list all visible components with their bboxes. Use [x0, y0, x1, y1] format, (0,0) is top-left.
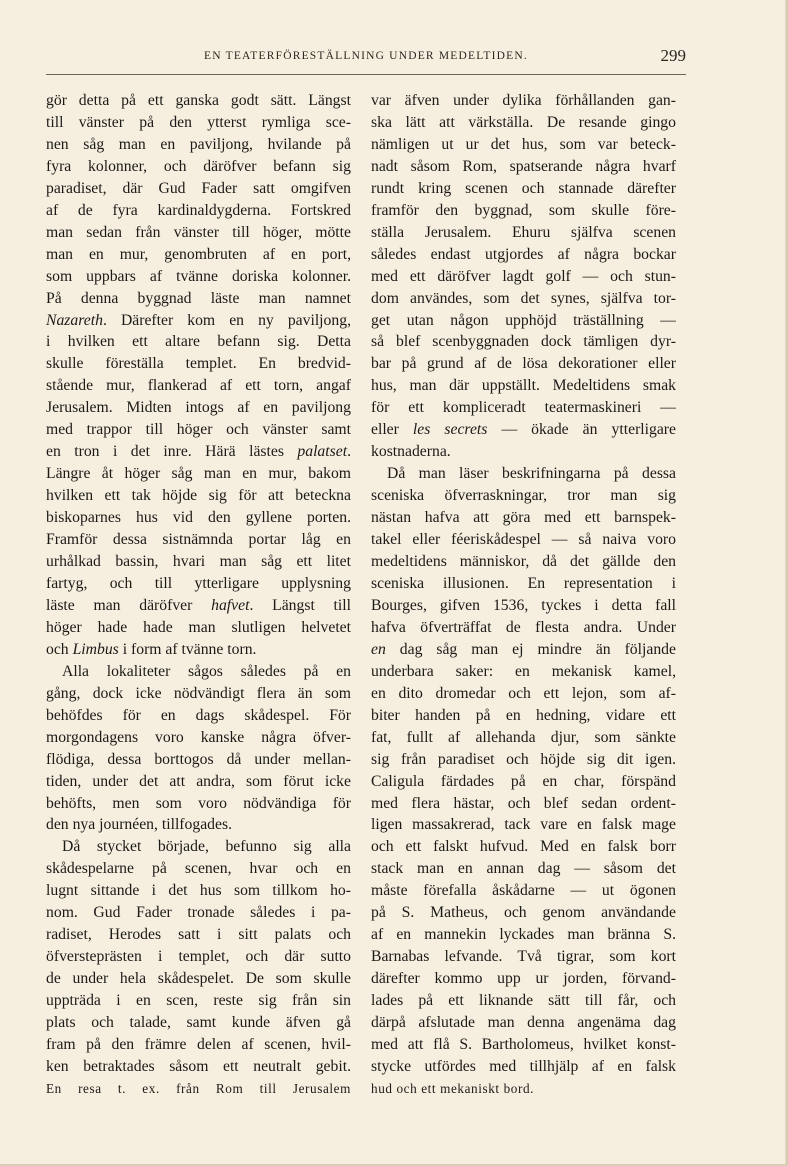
text-run: med ett däröfver lagdt golf — och stun- [371, 267, 676, 285]
text-line [371, 705, 676, 727]
text-line [46, 683, 351, 705]
text-run: . [347, 443, 351, 461]
text-line [46, 924, 351, 946]
text-run: man en mur, genombruten af en port, [46, 245, 351, 263]
text-run: En resa t. ex. från Rom till Jerusalem [46, 1080, 351, 1096]
text-line [371, 727, 676, 749]
text-line [46, 1034, 351, 1056]
text-line [46, 705, 351, 727]
text-line [371, 244, 676, 266]
text-line [46, 419, 351, 441]
text-line [46, 507, 351, 529]
text-run: flödiga, dessa borttogos då under mellan- [46, 750, 351, 768]
text-run: skulle föreställa templet. En bredvid- [46, 355, 351, 373]
text-line [371, 990, 676, 1012]
text-run: nästan hafva att göra med ett barnspek- [371, 509, 676, 527]
text-run: läste man däröfver [46, 596, 212, 614]
text-run: radiset, Herodes satt i sitt palats och [46, 926, 351, 944]
text-line [46, 727, 351, 749]
text-run: med flera hästar, och blef sedan ordent- [371, 794, 676, 812]
page-header [46, 44, 686, 75]
text-run: en tron i det inre. Härä lästes [46, 443, 298, 461]
text-line [46, 858, 351, 880]
text-line [371, 551, 676, 573]
left-column [46, 90, 351, 1100]
text-run: som uppbars af tvänne doriska kolonner. [46, 267, 351, 285]
text-line [371, 529, 676, 551]
right-column [371, 90, 676, 1100]
text-line [46, 200, 351, 222]
text-run: man sedan från vänster till höger, mötte [46, 223, 351, 241]
text-run: gång, dock icke nödvändigt flera än som [46, 684, 351, 702]
text-line [371, 793, 676, 815]
text-run: biskoparnes hus vid den gyllene porten. [46, 509, 351, 527]
text-line [371, 178, 676, 200]
text-run: nen såg man en paviljong, hvilande på [46, 135, 351, 153]
text-line [46, 595, 351, 617]
text-line [46, 112, 351, 134]
text-run: rundt kring scenen och stannade därefter [371, 179, 676, 197]
text-line [46, 661, 351, 683]
text-line [46, 946, 351, 968]
text-run: därefter kommo upp ur jorden, förvand- [371, 970, 676, 988]
text-line [46, 156, 351, 178]
text-line [46, 441, 351, 463]
text-line [46, 266, 351, 288]
text-line [371, 661, 676, 683]
text-line [46, 880, 351, 902]
text-run: höger hade hade man slutligen helvetet [46, 618, 351, 636]
text-line [371, 880, 676, 902]
text-line [371, 1012, 676, 1034]
text-run: sceniska illusionen. En representation i [371, 574, 676, 592]
text-line [371, 200, 676, 222]
text-run: lugnt sittande i det hus som tillkom ho- [46, 882, 351, 900]
text-run: stycke utfördes med tillhjälp af en falsk [371, 1057, 676, 1075]
text-line [46, 134, 351, 156]
text-line [46, 288, 351, 310]
text-line [371, 749, 676, 771]
text-run: stående mur, flankerad af ett torn, angaf [46, 377, 351, 395]
text-line [371, 858, 676, 880]
text-run: uppträda i en scen, reste sig från sin [46, 992, 351, 1010]
text-line [371, 375, 676, 397]
text-line [371, 331, 676, 353]
text-line [46, 375, 351, 397]
text-run: På denna byggnad läste man namnet [46, 289, 351, 307]
text-run: nadt såsom Rom, spatserande några hvarf [371, 157, 676, 175]
text-line [46, 397, 351, 419]
text-line [371, 156, 676, 178]
text-line [371, 134, 676, 156]
text-line [371, 485, 676, 507]
text-run: medeltidens människor, då det gällde den [371, 553, 676, 571]
text-line [46, 463, 351, 485]
text-run: gör detta på ett ganska godt sätt. Längst [46, 92, 351, 109]
text-line [46, 1078, 351, 1100]
text-line [371, 222, 676, 244]
text-run: Då man läser beskrifningarna på dessa [387, 465, 676, 483]
text-line [46, 639, 351, 661]
text-line [46, 222, 351, 244]
text-line [371, 112, 676, 134]
text-line [371, 617, 676, 639]
text-line [371, 397, 676, 419]
text-line [46, 814, 351, 836]
text-line [371, 946, 676, 968]
text-run: måste förefalla åskådarne — ut ögonen [371, 882, 676, 900]
text-line [46, 1056, 351, 1078]
text-line [46, 1012, 351, 1034]
text-run: Då stycket började, befunno sig alla [62, 838, 351, 856]
text-line [46, 902, 351, 924]
text-run: den nya journéen, tillfogades. [46, 816, 233, 834]
text-run: Alla lokaliteter sågos således på en [62, 662, 351, 680]
text-run: af de fyra kardinaldygderna. Fortskred [46, 201, 351, 219]
text-line [46, 793, 351, 815]
text-run: därpå afslutade man denna angenäma dag [371, 1014, 676, 1032]
text-run: behöfts, men som voro nödvändiga för [46, 794, 351, 812]
text-line [371, 968, 676, 990]
text-run: med trappor till höger och vänster samt [46, 421, 351, 439]
text-run: Barnabas lefvande. Två tigrar, som kort [371, 948, 676, 966]
italic-term: en [371, 640, 386, 658]
text-line [46, 617, 351, 639]
text-run: ska lätt att värkställa. De resande gingo [371, 113, 676, 131]
text-run: ligen massakrerad, tack vare en falsk mage [371, 816, 676, 834]
text-line [46, 310, 351, 332]
text-line [371, 1056, 676, 1078]
text-run: för ett kompliceradt teatermaskineri — [371, 399, 676, 417]
text-run: biter handen på en hedning, vidare ett [371, 706, 676, 724]
text-line [46, 353, 351, 375]
text-run: kostnaderna. [371, 443, 451, 461]
text-run: och [46, 640, 73, 658]
text-run: med att flå S. Bartholomeus, hvilket konst- [371, 1035, 676, 1053]
text-run: i form af tvänne torn. [118, 640, 257, 658]
text-line [46, 968, 351, 990]
text-run: de under hela skådespelet. De som skulle [46, 970, 351, 988]
text-run: morgondagens voro kanske några öfver- [46, 728, 351, 746]
text-line [371, 463, 676, 485]
text-run: eller [371, 421, 413, 439]
text-line [371, 814, 676, 836]
text-line [371, 288, 676, 310]
text-line [371, 441, 676, 463]
italic-term: hafvet [211, 596, 250, 614]
text-line [46, 529, 351, 551]
text-line [371, 595, 676, 617]
text-line [46, 244, 351, 266]
text-run: framför den byggnad, som skulle före- [371, 201, 676, 219]
text-line [371, 836, 676, 858]
text-run: urhålkad bassin, hvari man såg ett litet [46, 553, 351, 571]
page-number: 299 [660, 46, 686, 65]
text-line [46, 771, 351, 793]
text-line [371, 419, 676, 441]
text-run: dag såg man ej mindre än följande [385, 640, 676, 658]
text-run: hafva öfverträffat de flesta andra. Under [371, 618, 676, 636]
text-line [371, 507, 676, 529]
text-run: Bourges, gifven 1536, tyckes i detta fall [371, 596, 676, 614]
text-line [371, 90, 676, 112]
text-run: tiden, under det att andra, som förut icke [46, 772, 351, 790]
text-run: till vänster på den ytterst rymliga sce- [46, 113, 351, 131]
text-run: sceniska öfverraskningar, tror man sig [371, 487, 676, 505]
text-run: hus, man där uppställt. Medeltidens smak [371, 377, 676, 395]
text-line [371, 353, 676, 375]
text-line [46, 836, 351, 858]
text-run: så blef scenbyggnaden dock tämligen dyr- [371, 333, 676, 351]
text-run: plats och talade, samt kunde äfven gå [46, 1014, 351, 1032]
text-run: nom. Gud Fader tronade således i pa- [46, 904, 351, 922]
text-run: behöfdes för en dags skådespel. För [46, 706, 351, 724]
text-run: på S. Matheus, och genom användande [371, 904, 676, 922]
text-run: — ökade än ytterligare [487, 421, 676, 439]
text-run: och ett falskt hufvud. Med en falsk borr [371, 838, 676, 856]
text-line [371, 924, 676, 946]
text-run: sig från paradiset och höjde sig dit igen. [371, 750, 676, 768]
text-run: fartyg, och till ytterligare upplysning [46, 574, 351, 592]
italic-term: Nazareth [46, 311, 103, 329]
text-run: i hvilken ett altare befann sig. Detta [46, 333, 351, 351]
italic-term: palatset [297, 443, 348, 461]
text-run: hvilken ett tak höjde sig för att beteckna [46, 487, 351, 505]
text-run: takel eller féeriskådespel — så naiva voro [371, 531, 676, 549]
text-run: . Därefter kom en ny paviljong, [102, 311, 351, 329]
text-line [46, 573, 351, 595]
text-line [371, 683, 676, 705]
text-run: Framför dessa sistnämnda portar låg en [46, 531, 351, 549]
text-line [371, 266, 676, 288]
text-line [371, 1034, 676, 1056]
text-run: Jerusalem. Midten intogs af en paviljong [46, 399, 351, 417]
text-run: . Längst till [249, 596, 351, 614]
text-run: Längre åt höger såg man en mur, bakom [46, 465, 351, 483]
italic-term: les secrets [412, 421, 488, 439]
text-line [371, 639, 676, 661]
text-run: skådespelarne på scenen, hvar och en [46, 860, 351, 878]
text-run: ken betraktades såsom ett neutralt gebit. [46, 1057, 351, 1075]
text-run: stack man en annan dag — såsom det [371, 860, 676, 878]
text-line [371, 771, 676, 793]
text-run: lades på ett liknande sätt till får, och [371, 992, 676, 1010]
text-run: nämligen ut ur det hus, som var beteck- [371, 135, 676, 153]
text-run: hud och ett mekaniskt bord. [371, 1080, 535, 1096]
text-line [46, 90, 351, 112]
text-run: dom användes, som det synes, själfva tor- [371, 289, 676, 307]
text-line [371, 1078, 676, 1100]
text-line [46, 551, 351, 573]
text-run: fat, fullt af allehanda djur, som sänkte [371, 728, 676, 746]
text-run: fram på den främre delen af scenen, hvil- [46, 1035, 351, 1053]
text-run: öfversteprästen i templet, och där sutto [46, 948, 351, 966]
text-run: get utan någon upphöjd träställning — [371, 311, 676, 329]
text-line [46, 485, 351, 507]
text-run: en dito dromedar och ett lejon, som af- [371, 684, 676, 702]
text-line [46, 178, 351, 200]
text-run: Caligula färdades på en char, förspänd [371, 772, 676, 790]
text-line [371, 573, 676, 595]
text-run: fyra kolonner, och däröfver befann sig [46, 157, 351, 175]
text-run: således endast utgjordes af några bockar [371, 245, 676, 263]
text-run: underbara saker: en mekanisk kamel, [371, 662, 676, 680]
italic-term: Limbus [72, 640, 119, 658]
text-run: bar på grund af de lösa dekorationer eller [371, 355, 676, 373]
text-line [46, 749, 351, 771]
text-run: ställa Jerusalem. Ehuru själfva scenen [371, 223, 676, 241]
running-title: EN TEATERFÖRESTÄLLNING UNDER MEDELTIDEN. [204, 50, 528, 62]
text-run: paradiset, där Gud Fader satt omgifven [46, 179, 351, 197]
text-line [371, 902, 676, 924]
text-line [371, 310, 676, 332]
text-run: var äfven under dylika förhållanden gan- [371, 92, 676, 109]
text-line [46, 331, 351, 353]
text-line [46, 990, 351, 1012]
text-run: af en mannekin lyckades man bränna S. [371, 926, 676, 944]
